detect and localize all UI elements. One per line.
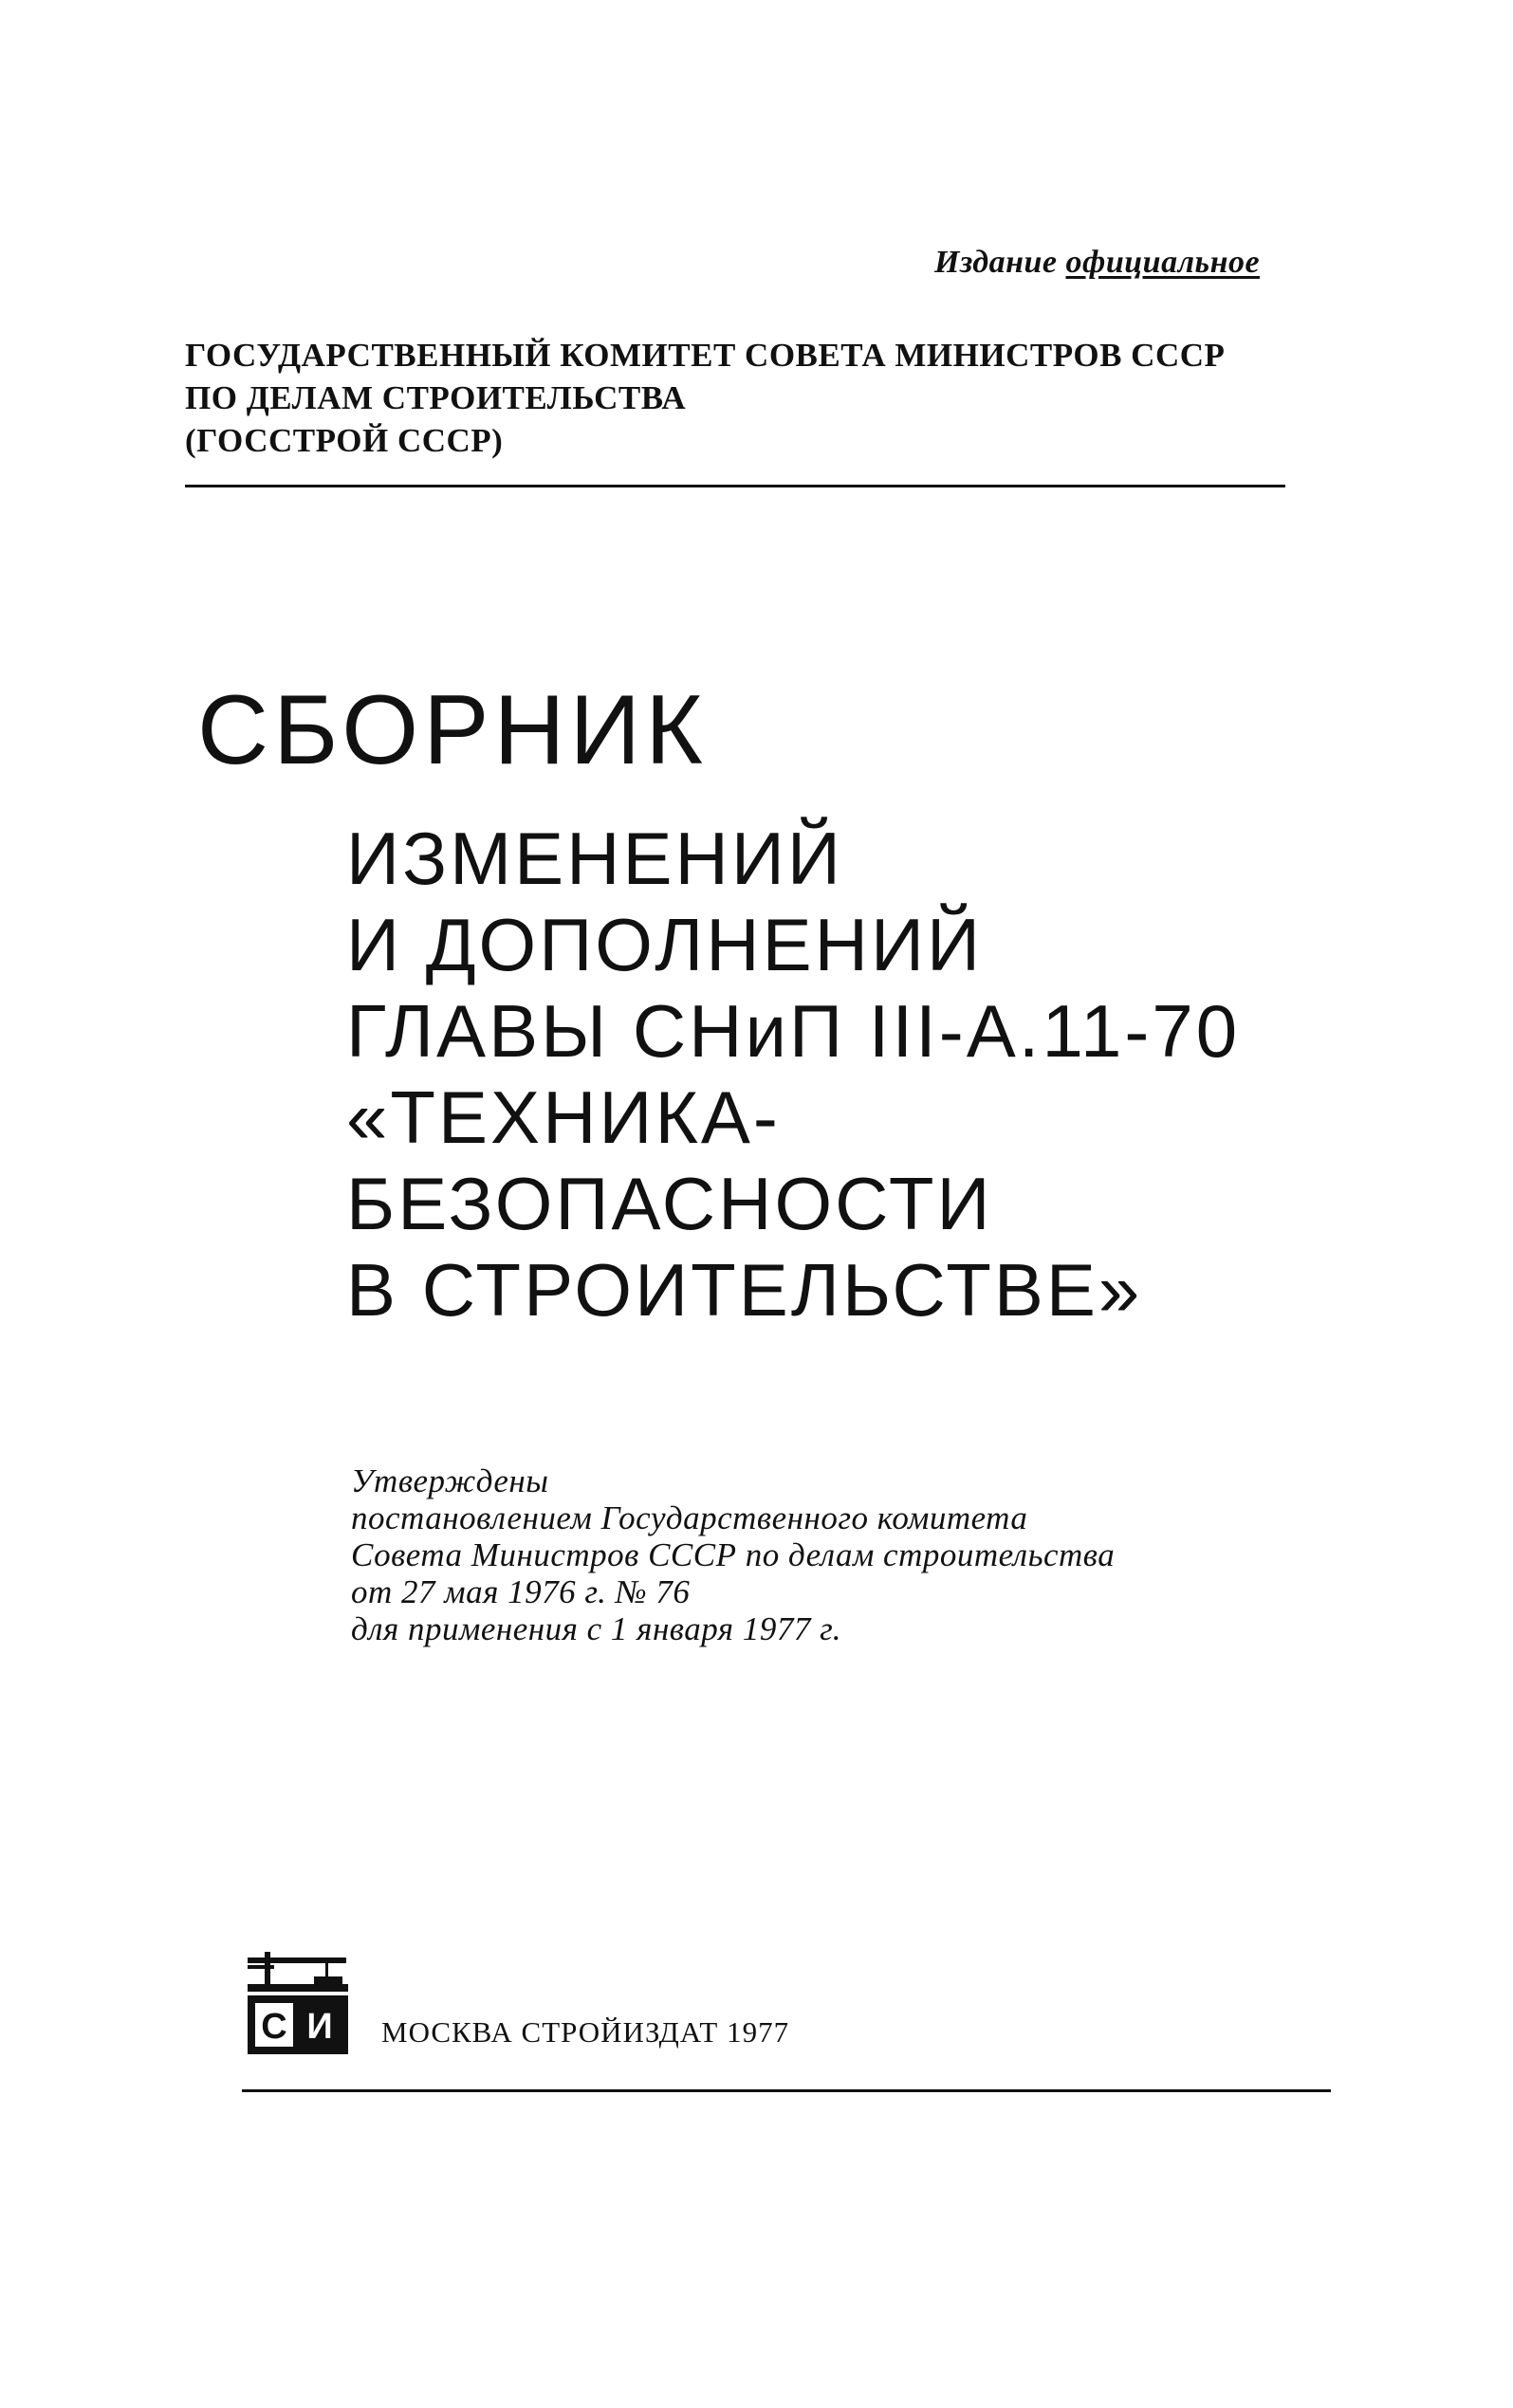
approval-line: Утверждены xyxy=(351,1462,549,1499)
svg-text:С: С xyxy=(261,2007,287,2047)
subtitle-line: «ТЕХНИКА- xyxy=(346,1075,781,1159)
subtitle-line: ГЛАВЫ СНиП III-А.11-70 xyxy=(346,989,1241,1073)
organization-line: ПО ДЕЛАМ СТРОИТЕЛЬСТВА xyxy=(185,379,687,416)
edition-note xyxy=(934,245,1260,281)
organization-line: ГОСУДАРСТВЕННЫЙ КОМИТЕТ СОВЕТА МИНИСТРОВ СССР xyxy=(185,337,1226,374)
subtitle-line: И ДОПОЛНЕНИЙ xyxy=(346,903,984,986)
publisher-logo-crane-icon xyxy=(242,1946,354,2058)
organization-line: (ГОССТРОЙ СССР) xyxy=(185,422,504,459)
subtitle-line: БЕЗОПАСНОСТИ xyxy=(346,1162,993,1245)
subtitle-line: ИЗМЕНЕНИЙ xyxy=(346,817,843,900)
svg-text:И: И xyxy=(306,2007,333,2047)
approval-line: постановлением Государственного комитета xyxy=(351,1499,1028,1536)
edition-note-word-2: официальное xyxy=(1065,245,1261,280)
approval-note xyxy=(351,1462,1115,1647)
approval-line: Совета Министров СССР по делам строительства xyxy=(351,1536,1116,1573)
edition-note-word-1: Издание xyxy=(934,245,1058,280)
top-divider xyxy=(185,485,1285,487)
publisher-imprint: МОСКВА СТРОЙИЗДАТ 1977 xyxy=(381,2015,790,2049)
document-title: СБОРНИК xyxy=(197,675,708,785)
approval-line: для применения с 1 января 1977 г. xyxy=(351,1610,842,1647)
subtitle-line: В СТРОИТЕЛЬСТВЕ» xyxy=(346,1248,1143,1332)
organization-block xyxy=(185,334,1225,462)
document-subtitle xyxy=(346,816,1240,1333)
approval-line: от 27 мая 1976 г. № 76 xyxy=(351,1573,691,1610)
bottom-divider xyxy=(242,2089,1331,2092)
